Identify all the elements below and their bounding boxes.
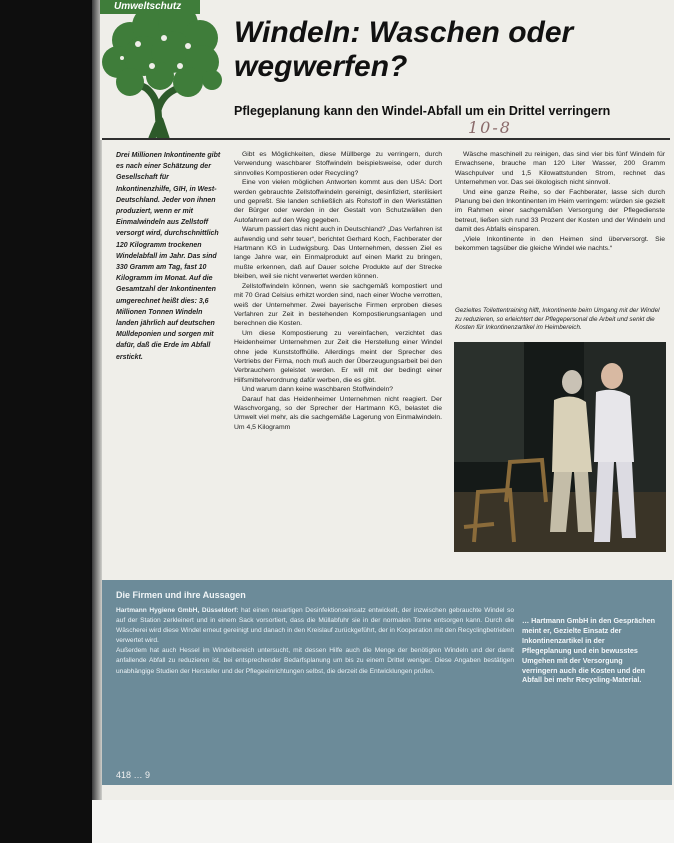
article-subtitle: Pflegeplanung kann den Windel-Abfall um ein Drittel verringern <box>234 104 611 118</box>
page-number: 418 … 9 <box>116 770 151 780</box>
paragraph: Gibt es Möglichkeiten, diese Müllberge zu verringern, durch Verwendung waschbarer Stoffwindeln beispielsweise, oder durch sinnvolles Kompostieren oder Recycling? <box>234 151 442 177</box>
paragraph: Wäsche maschinell zu reinigen, das sind vier bis fünf Windeln für Erwachsene, brauche man 120 Liter Wasser, 200 Gramm Waschpulver und 1,5 Kilowattstunden Strom, rechnet das Unternehmen vor. Das sei ökologisch nicht sinnvoll. <box>455 151 665 187</box>
intro-text: Drei Millionen Inkontinente gibt es nach einer Schätzung der Gesellschaft für Inkontinenzhilfe, GIH, in West-Deutschland. Jeder von ihnen produziert, wenn er mit Einmalwindeln aus Zellstoff versorgt wird, durchschnittlich 120 Kilogramm trockenen Windelabfall im Jahr. Das sind 330 Gramm am Tag, fast 10 Kilogramm im Monat. Auf die Gesamtzahl der Inkontinenten umgerechnet heißt dies: 3,6 Millionen Tonnen Windeln landen jährlich auf deutschen Mülldeponien und sorgen mit dafür, daß die Erde im Abfall erstickt. <box>116 152 221 361</box>
info-box-title: Die Firmen und ihre Aussagen <box>116 590 246 600</box>
photo-caption: Gezieltes Toilettentraining hilft, Inkontinente beim Umgang mit der Windel zu reduzieren, so erleichtert der Pflegepersonal die Arbeit und senkt die Kosten für Inkontinenzartikel im Heimbereich. <box>455 307 660 331</box>
photo-scene <box>454 342 666 552</box>
info-box-body: hat einen neuartigen Desinfektionseinsatz entwickelt, der inzwischen gebrauchte Windel so auf der Station zerkleinert und in einem Sack vorsortiert, dass die Müllabfuhr sie in der normalen Tonne entsorgen kann. Durch die Wäscherei wird diese Windel erneut gereinigt und danach in den Kreislauf zurückgeführt, der in Kooperation mit den Recyclingbetrieben verwertet wird. <box>116 607 515 645</box>
info-box-text <box>116 606 514 677</box>
section-tab: Umweltschutz <box>100 0 200 14</box>
info-box-side-note: … Hartmann GmbH in den Gesprächen meint er, Gezielte Einsatz der Inkontinenzartikel in der Pflegeplanung und ein bewusstes Umgehen mit der Versorgung verringern auch die Kosten und den Abfall bei mehr Recycling-Material. <box>522 616 655 685</box>
title-rule <box>102 138 670 140</box>
tree-illustration <box>100 0 228 140</box>
info-box-body: Außerdem hat auch Hessel im Windelbereich untersucht, mit dessen Hilfe auch die Menge der benötigten Windeln und der damit anfallende Abfall zu reduzieren ist, bei entsprechender Bedarfsplanung um bis zu einem Drittel weniger. Diese Angaben bestätigen unabhängige Studien der Hersteller und der Pflegeeinrichtungen selbst, die derzeit die Entwicklungen prüfen. <box>116 647 514 675</box>
info-box-lead: Hartmann Hygiene GmbH, Düsseldorf: <box>116 607 239 614</box>
handwritten-note: 10-8 <box>468 118 512 137</box>
article-column-3 <box>455 150 665 253</box>
paragraph: Und eine ganze Reihe, so der Fachberater, lasse sich durch Planung bei den Inkontinenten im Heim verringern: würden sie gezielt im Rahmen einer sachgemäßen Versorgung der Pflegedienste betreut, ließen sich rund 33 Prozent der Kosten und der Windeln und damit des Abfalls einsparen. <box>455 188 665 234</box>
page-bottom-margin <box>92 800 674 843</box>
paragraph: „Viele Inkontinente in den Heimen sind überversorgt. Sie bekommen tagsüber die gleiche Windel wie nachts.“ <box>455 235 665 253</box>
paragraph: Darauf hat das Heidenheimer Unternehmen nicht reagiert. Der Waschvorgang, so der Sprecher der Hartmann KG, belastet die Umwelt viel mehr, als die sachgemäße Lagerung von Einmalwindeln. Um 4,5 Kilogramm <box>234 395 442 431</box>
info-box-paragraph <box>116 646 514 676</box>
paragraph: Und warum dann keine waschbaren Stoffwindeln? <box>242 386 394 394</box>
info-box-paragraph <box>116 606 514 646</box>
article-photo <box>454 342 666 552</box>
paragraph: Um diese Kompostierung zu vereinfachen, verzichtet das Heidenheimer Unternehmen zur Zeit die Herstellung einer Windel ohne jede Kunststoffhülle. Allerdings meint der Sprecher des Vertriebs der Firma, noch muß auch der Überzeugungsarbeit bei den Verbrauchern geleistet werden. Er will mit der bedingt einer Hilfsmittelverordnung dafür werben, die es gibt. <box>234 329 442 384</box>
paragraph: Warum passiert das nicht auch in Deutschland? „Das Verfahren ist aufwendig und sehr teuer“, berichtet Gerhard Koch, Fachberater der Hartmann KG in Ludwigsburg. Das Unternehmen, dessen Ziel es lange Jahre war, ein Einmalprodukt auf einen Markt zu bringen, mußte erkennen, daß auf Dauer solche Produkte auf der Strecke bleiben, weil sie nicht verwertet werden können. <box>234 226 442 281</box>
paragraph: Zellstoffwindeln können, wenn sie sachgemäß kompostiert und mit 70 Grad Celsius erhitzt worden sind, nach einer Woche verrotten, weiß der Unternehmer. Zwei bayerische Firmen erproben dieses Verfahren zur Zeit in bestehenden Kompostierungsanlagen und berechnen die Kosten. <box>234 282 442 328</box>
paragraph: Eine von vielen möglichen Antworten kommt aus den USA: Dort werden gebrauchte Zellstoffwindeln gereinigt, desinfiziert, sterilisiert und gepreßt. Sie landen schließlich als Rohstoff in den Werkstätten der Bürger oder werden in der Gestalt von Schutzwällen den Autofahrern auf den Weg gegeben. <box>234 179 442 224</box>
article-title: Windeln: Waschen oder wegwerfen? <box>234 16 574 83</box>
article-column-2 <box>234 150 442 432</box>
